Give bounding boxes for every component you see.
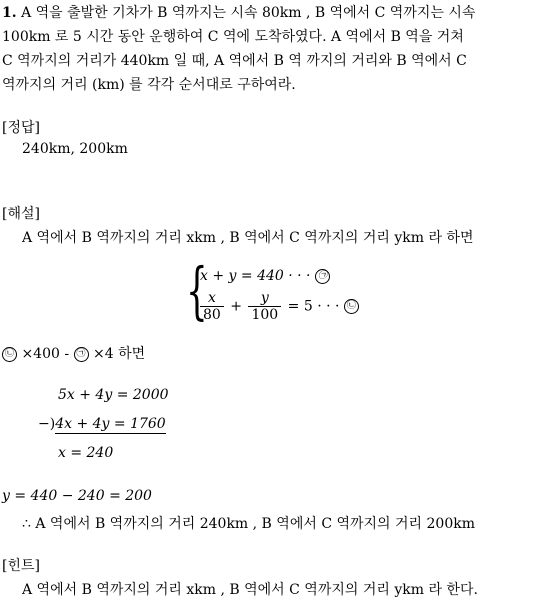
problem-line-2: 100km 로 5 시간 동안 운행하여 C 역에 도착하였다. A 역에서 B 역을 거쳐 [2,29,464,45]
equation-2: $\frac{x}{80}$ + $\frac{y}{100}$ = 5 · · · ㉡ [198,290,359,323]
calc-line-1: 5x + 4y = 2000 [58,387,169,403]
mark-nieun-icon: ㉡ [344,299,359,314]
elimination-step: ㉡ ×400 - ㉠ ×4 하면 [2,343,145,363]
calc-line-2: −)4x + 4y = 1760 [38,416,166,432]
solution-intro: A 역에서 B 역까지의 거리 xkm , B 역에서 C 역까지의 거리 ykm 라 하면 [22,230,474,246]
mark-nieun-icon: ㉡ [2,347,17,362]
problem-line-3: C 역까지의 거리가 440km 일 때, A 역에서 B 역 까지의 거리와 B 역에서 C [2,53,467,69]
hint-text: A 역에서 B 역까지의 거리 xkm , B 역에서 C 역까지의 거리 ykm 라 한다. [22,582,478,598]
equation-1: x + y = 440 · · · ㉠ [200,268,330,284]
conclusion: ∴ A 역에서 B 역까지의 거리 240km , B 역에서 C 역까지의 거리 200km [22,516,476,532]
mark-giyeok-icon: ㉠ [74,347,89,362]
hint-heading: [힌트] [2,558,40,574]
problem-line-4: 역까지의 거리 (km) 를 각각 순서대로 구하여라. [2,77,296,93]
problem-line-1 [2,2,475,22]
problem-number: 1. [2,5,17,21]
mark-giyeok-icon: ㉠ [315,269,330,284]
answer-heading: [정답] [2,120,40,136]
calc-line-3: x = 240 [58,445,114,461]
y-calc: y = 440 − 240 = 200 [2,488,152,504]
solution-heading: [해설] [2,206,40,222]
system-brace: { [186,254,208,327]
problem-text-1: A 역을 출발한 기차가 B 역까지는 시속 80km , B 역에서 C 역까지는 시속 [21,5,476,21]
answer-text: 240km, 200km [22,141,128,157]
